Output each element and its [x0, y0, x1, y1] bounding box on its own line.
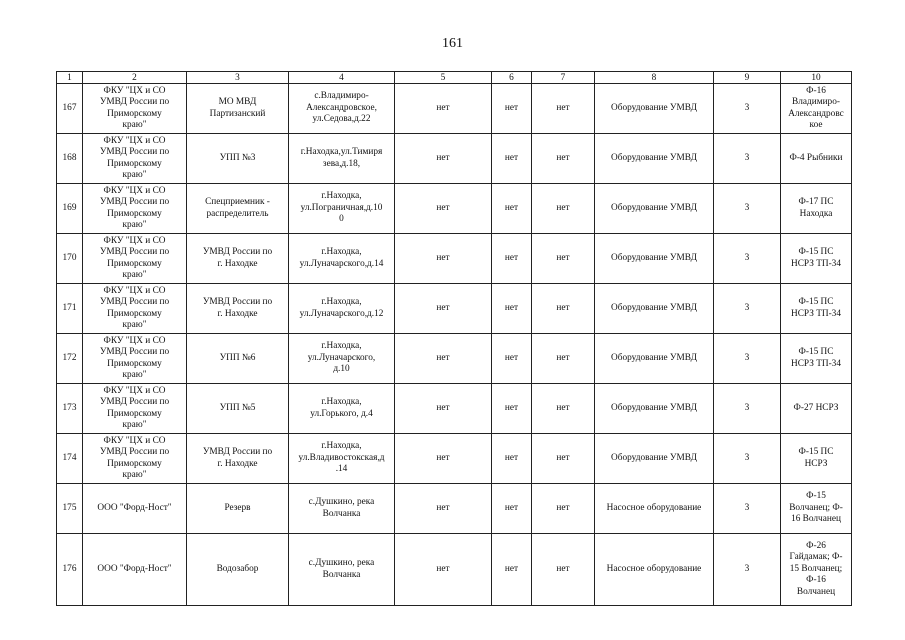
cell-text: 3: [744, 302, 750, 313]
cell-text: нет: [436, 452, 450, 463]
feeder-cell: [781, 484, 852, 534]
cell-text: нет: [504, 502, 519, 513]
cell-text: ФКУ "ЦХ и СО УМВД России по Приморскому краю": [99, 185, 170, 230]
cell-text: УМВД России по г. Находке: [202, 297, 273, 319]
object-name-cell: [187, 234, 289, 284]
owner-cell: [83, 484, 187, 534]
cell-text: г.Находка, ул.Пограничная,д.10 0: [300, 191, 383, 225]
address-cell: [289, 534, 395, 606]
cell-text: Оборудование УМВД: [611, 252, 697, 263]
row-number-cell: [57, 234, 83, 284]
cell-text: ФКУ "ЦХ и СО УМВД России по Приморскому краю": [99, 135, 170, 180]
equipment-cell: [595, 134, 714, 184]
cell-text: нет: [504, 352, 519, 363]
cell-text: нет: [556, 302, 570, 313]
column-6-cell: [492, 384, 532, 434]
column-6-cell: [492, 234, 532, 284]
column-5-cell: [395, 384, 492, 434]
equipment-cell: [595, 234, 714, 284]
category-cell: [714, 534, 781, 606]
column-6-cell: [492, 534, 532, 606]
equipment-cell: [595, 84, 714, 134]
cell-text: ФКУ "ЦХ и СО УМВД России по Приморскому краю": [99, 85, 170, 130]
cell-text: нет: [504, 252, 519, 263]
feeder-cell: [781, 284, 852, 334]
column-6-cell: [492, 84, 532, 134]
feeder-cell: [781, 384, 852, 434]
cell-text: с.Владимиро- Александровское, ул.Седова,д.22: [306, 91, 377, 125]
cell-text: г.Находка, ул.Владивостокская,д .14: [298, 441, 385, 475]
owner-cell: [83, 534, 187, 606]
owner-cell: [83, 334, 187, 384]
row-number-cell: [57, 434, 83, 484]
object-name-cell: [187, 384, 289, 434]
cell-text: нет: [556, 502, 570, 513]
cell-text: г.Находка,ул.Тимиря зева,д.18,: [300, 147, 383, 169]
object-name-cell: [187, 534, 289, 606]
object-name-cell: [187, 334, 289, 384]
address-cell: [289, 234, 395, 284]
column-5-cell: [395, 84, 492, 134]
cell-text: Насосное оборудование: [606, 502, 702, 513]
column-number: 8: [595, 72, 714, 84]
cell-text: ООО "Форд-Ност": [97, 502, 172, 513]
cell-text: нет: [504, 452, 519, 463]
cell-text: Ф-16 Владимиро- Александровс кое: [788, 85, 844, 130]
table-row: [57, 484, 852, 534]
cell-text: с.Душкино, река Волчанка: [308, 497, 375, 519]
cell-text: 173: [62, 402, 77, 413]
cell-text: Ф-15 ПС НСРЗ: [798, 447, 834, 469]
row-number-cell: [57, 184, 83, 234]
column-7-cell: [532, 134, 595, 184]
feeder-cell: [781, 334, 852, 384]
cell-text: 3: [744, 502, 750, 513]
column-5-cell: [395, 184, 492, 234]
cell-text: 3: [744, 202, 750, 213]
column-7-cell: [532, 334, 595, 384]
cell-text: нет: [436, 152, 450, 163]
object-name-cell: [187, 84, 289, 134]
category-cell: [714, 384, 781, 434]
cell-text: Ф-15 Волчанец; Ф- 16 Волчанец: [789, 491, 843, 525]
cell-text: ФКУ "ЦХ и СО УМВД России по Приморскому краю": [99, 285, 170, 330]
table-row: [57, 384, 852, 434]
column-5-cell: [395, 134, 492, 184]
owner-cell: [83, 234, 187, 284]
cell-text: ООО "Форд-Ност": [97, 563, 172, 574]
owner-cell: [83, 84, 187, 134]
address-cell: [289, 284, 395, 334]
object-name-cell: [187, 484, 289, 534]
cell-text: нет: [436, 352, 450, 363]
owner-cell: [83, 134, 187, 184]
cell-text: 175: [62, 502, 77, 513]
object-name-cell: [187, 434, 289, 484]
cell-text: Спецприемник - распределитель: [205, 197, 270, 219]
table-row: [57, 234, 852, 284]
cell-text: ФКУ "ЦХ и СО УМВД России по Приморскому краю": [99, 385, 170, 430]
column-6-cell: [492, 184, 532, 234]
column-5-cell: [395, 484, 492, 534]
feeder-cell: [781, 434, 852, 484]
cell-text: нет: [504, 563, 519, 574]
cell-text: Оборудование УМВД: [611, 402, 697, 413]
cell-text: Оборудование УМВД: [611, 152, 697, 163]
cell-text: ФКУ "ЦХ и СО УМВД России по Приморскому краю": [99, 235, 170, 280]
column-5-cell: [395, 284, 492, 334]
cell-text: нет: [556, 152, 570, 163]
cell-text: 176: [62, 563, 77, 574]
cell-text: г.Находка, ул.Луначарского,д.12: [299, 297, 384, 319]
equipment-cell: [595, 334, 714, 384]
row-number-cell: [57, 334, 83, 384]
category-cell: [714, 434, 781, 484]
cell-text: Насосное оборудование: [606, 563, 702, 574]
cell-text: МО МВД Партизанский: [209, 97, 266, 119]
cell-text: УПП №3: [219, 152, 256, 163]
cell-text: ФКУ "ЦХ и СО УМВД России по Приморскому краю": [99, 335, 170, 380]
category-cell: [714, 234, 781, 284]
page-number: 161: [442, 36, 463, 51]
cell-text: ФКУ "ЦХ и СО УМВД России по Приморскому краю": [99, 435, 170, 480]
column-7-cell: [532, 284, 595, 334]
address-cell: [289, 434, 395, 484]
cell-text: нет: [436, 302, 450, 313]
column-6-cell: [492, 134, 532, 184]
column-5-cell: [395, 434, 492, 484]
equipment-cell: [595, 534, 714, 606]
equipment-cell: [595, 184, 714, 234]
cell-text: Оборудование УМВД: [611, 352, 697, 363]
column-7-cell: [532, 484, 595, 534]
feeder-cell: [781, 84, 852, 134]
cell-text: 167: [62, 102, 77, 113]
cell-text: нет: [504, 102, 519, 113]
category-cell: [714, 484, 781, 534]
cell-text: нет: [436, 563, 450, 574]
column-7-cell: [532, 434, 595, 484]
column-6-cell: [492, 434, 532, 484]
cell-text: 174: [62, 452, 77, 463]
equipment-cell: [595, 434, 714, 484]
feeder-cell: [781, 234, 852, 284]
cell-text: 3: [744, 102, 750, 113]
table-row: [57, 134, 852, 184]
feeder-cell: [781, 134, 852, 184]
column-7-cell: [532, 234, 595, 284]
address-cell: [289, 134, 395, 184]
row-number-cell: [57, 284, 83, 334]
cell-text: с.Душкино, река Волчанка: [308, 558, 375, 580]
cell-text: нет: [556, 402, 570, 413]
owner-cell: [83, 434, 187, 484]
table-row: [57, 284, 852, 334]
cell-text: Ф-4 Рыбники: [789, 152, 843, 163]
cell-text: г.Находка, ул.Горького, д.4: [310, 397, 373, 419]
owner-cell: [83, 384, 187, 434]
cell-text: 3: [744, 352, 750, 363]
cell-text: 3: [744, 452, 750, 463]
cell-text: 169: [62, 202, 77, 213]
column-number: 3: [187, 72, 289, 84]
cell-text: Резерв: [224, 502, 251, 513]
cell-text: нет: [556, 563, 570, 574]
feeder-cell: [781, 534, 852, 606]
address-cell: [289, 84, 395, 134]
row-number-cell: [57, 484, 83, 534]
table-body: [57, 84, 852, 606]
object-name-cell: [187, 134, 289, 184]
column-number: 4: [289, 72, 395, 84]
register-table: [56, 71, 852, 606]
table-row: [57, 84, 852, 134]
cell-text: Оборудование УМВД: [611, 102, 697, 113]
cell-text: Водозабор: [216, 563, 259, 574]
column-7-cell: [532, 184, 595, 234]
feeder-cell: [781, 184, 852, 234]
cell-text: нет: [504, 302, 519, 313]
cell-text: 3: [744, 402, 750, 413]
column-6-cell: [492, 284, 532, 334]
column-7-cell: [532, 84, 595, 134]
cell-text: нет: [556, 452, 570, 463]
cell-text: г.Находка, ул.Луначарского, д.10: [307, 341, 376, 375]
cell-text: Ф-15 ПС НСРЗ ТП-34: [791, 347, 841, 369]
cell-text: нет: [436, 502, 450, 513]
column-7-cell: [532, 534, 595, 606]
column-6-cell: [492, 334, 532, 384]
cell-text: Оборудование УМВД: [611, 202, 697, 213]
row-number-cell: [57, 534, 83, 606]
category-cell: [714, 134, 781, 184]
column-5-cell: [395, 334, 492, 384]
equipment-cell: [595, 484, 714, 534]
cell-text: 3: [744, 563, 750, 574]
row-number-cell: [57, 384, 83, 434]
object-name-cell: [187, 184, 289, 234]
cell-text: УМВД России по г. Находке: [202, 247, 273, 269]
cell-text: нет: [436, 202, 450, 213]
cell-text: Оборудование УМВД: [611, 302, 697, 313]
cell-text: нет: [556, 352, 570, 363]
column-7-cell: [532, 384, 595, 434]
owner-cell: [83, 284, 187, 334]
cell-text: нет: [556, 202, 570, 213]
cell-text: УПП №6: [219, 352, 256, 363]
table-row: [57, 184, 852, 234]
column-6-cell: [492, 484, 532, 534]
column-5-cell: [395, 234, 492, 284]
cell-text: нет: [436, 402, 450, 413]
column-number: 7: [532, 72, 595, 84]
column-number: 6: [492, 72, 532, 84]
address-cell: [289, 484, 395, 534]
cell-text: 3: [744, 152, 750, 163]
address-cell: [289, 334, 395, 384]
address-cell: [289, 384, 395, 434]
cell-text: 3: [744, 252, 750, 263]
cell-text: Ф-26 Гайдамак; Ф- 15 Волчанец; Ф-16 Волчанец: [789, 540, 843, 597]
table-row: [57, 334, 852, 384]
column-number: 10: [781, 72, 852, 84]
cell-text: нет: [504, 152, 519, 163]
cell-text: нет: [436, 102, 450, 113]
cell-text: 170: [62, 252, 77, 263]
cell-text: нет: [556, 252, 570, 263]
column-5-cell: [395, 534, 492, 606]
cell-text: нет: [436, 252, 450, 263]
cell-text: Ф-17 ПС Находка: [798, 197, 834, 219]
category-cell: [714, 184, 781, 234]
row-number-cell: [57, 84, 83, 134]
equipment-cell: [595, 384, 714, 434]
cell-text: нет: [504, 402, 519, 413]
address-cell: [289, 184, 395, 234]
cell-text: г.Находка, ул.Луначарского,д.14: [299, 247, 384, 269]
column-number-row: [57, 72, 852, 84]
column-number: 2: [83, 72, 187, 84]
owner-cell: [83, 184, 187, 234]
cell-text: 172: [62, 352, 77, 363]
category-cell: [714, 334, 781, 384]
equipment-cell: [595, 284, 714, 334]
cell-text: Оборудование УМВД: [611, 452, 697, 463]
category-cell: [714, 284, 781, 334]
column-number: 5: [395, 72, 492, 84]
cell-text: Ф-15 ПС НСРЗ ТП-34: [791, 247, 841, 269]
cell-text: УПП №5: [219, 402, 256, 413]
cell-text: УМВД России по г. Находке: [202, 447, 273, 469]
cell-text: Ф-15 ПС НСРЗ ТП-34: [791, 297, 841, 319]
object-name-cell: [187, 284, 289, 334]
row-number-cell: [57, 134, 83, 184]
cell-text: 168: [62, 152, 77, 163]
table-row: [57, 434, 852, 484]
category-cell: [714, 84, 781, 134]
cell-text: 171: [62, 302, 77, 313]
column-number: 9: [714, 72, 781, 84]
column-number: 1: [57, 72, 83, 84]
cell-text: Ф-27 НСРЗ: [793, 402, 839, 413]
cell-text: нет: [556, 102, 570, 113]
table-row: [57, 534, 852, 606]
cell-text: нет: [504, 202, 519, 213]
